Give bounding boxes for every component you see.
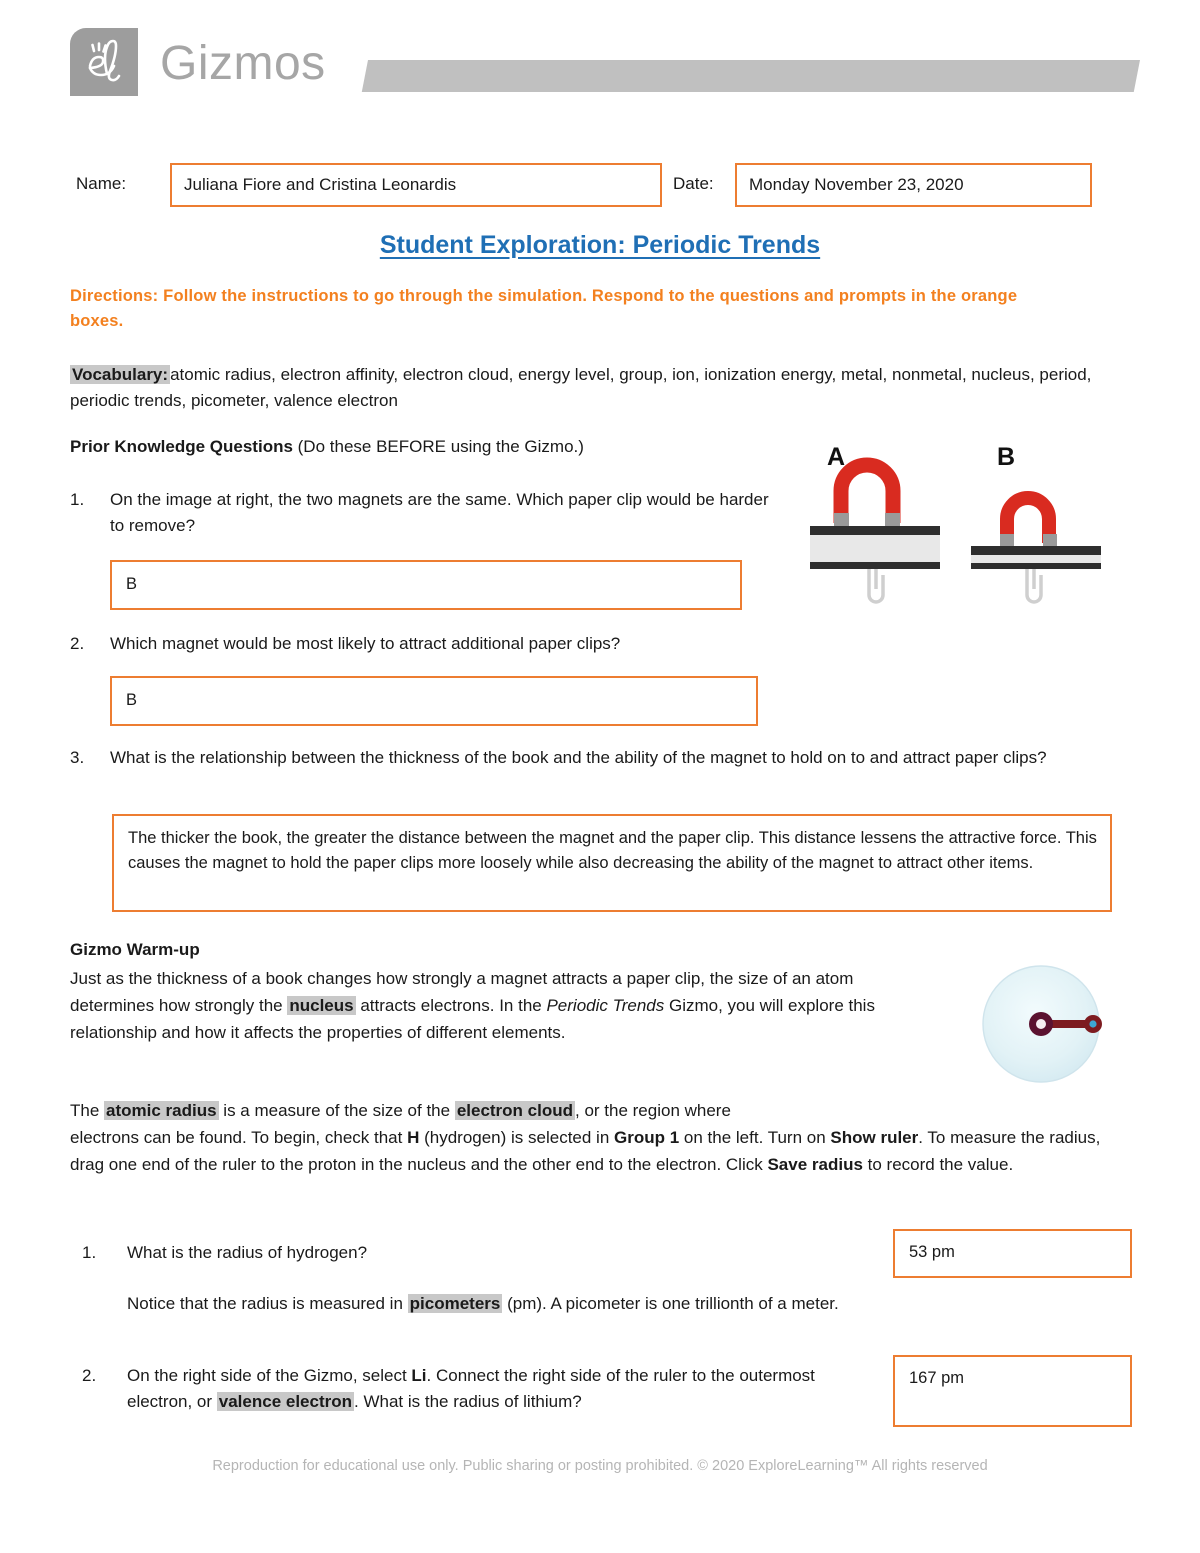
gizmo-answer-1-box[interactable]: 53 pm <box>893 1229 1132 1278</box>
prior-question-1 <box>70 487 770 538</box>
gizmo-warmup-heading: Gizmo Warm-up <box>70 940 200 959</box>
prior-question-1-text: On the image at right, the two magnets are the same. Which paper clip would be harder to remove? <box>110 490 769 535</box>
gq2-text-a: On the right side of the Gizmo, select <box>127 1366 412 1385</box>
radius-bold-h: H <box>407 1127 420 1147</box>
radius-text-s8: to record the value. <box>862 1154 1014 1174</box>
radius-term-atomic-radius: atomic radius <box>106 1101 217 1120</box>
gizmo-question-1-number: 1. <box>82 1243 97 1262</box>
gq2-text-b: . Connect the right side of the ruler to the outermost electron, or <box>127 1366 815 1411</box>
prior-question-2-text: Which magnet would be most likely to attract additional paper clips? <box>110 634 621 653</box>
warmup-text-b: attracts electrons. In the <box>355 995 547 1015</box>
note-term-picometers: picometers <box>409 1294 501 1313</box>
gizmo-question-1-text: What is the radius of hydrogen? <box>127 1243 368 1262</box>
radius-bold-save-radius: Save radius <box>767 1154 863 1174</box>
warmup-text-a: Just as the thickness of a book changes how strongly a magnet attracts a paper clip, the size of an atom determines how strongly the <box>70 969 854 1015</box>
atom-electron-cloud-figure <box>975 958 1115 1093</box>
gq2-text-c: . What is the radius of lithium? <box>354 1391 582 1411</box>
header-banner-bar <box>362 60 1140 92</box>
prior-question-2-number: 2. <box>70 634 85 653</box>
radius-text-s5: (hydrogen) is selected in <box>419 1127 615 1147</box>
vocabulary-paragraph <box>70 362 1125 415</box>
note-text-b: (pm). A picometer is one trillionth of a meter. <box>502 1294 839 1313</box>
radius-text-s6: on the left. Turn on <box>679 1127 831 1147</box>
name-date-row <box>70 163 1092 209</box>
directions-text: Directions: Follow the instructions to go through the simulation. Respond to the questions and prompts in the orange boxes. <box>70 287 1018 330</box>
warmup-text-c: Gizmo, you will explore this relationship and how it affects the properties of different elements. <box>70 995 875 1042</box>
prior-knowledge-heading-rest: (Do these BEFORE using the Gizmo.) <box>292 437 584 456</box>
gizmo-question-2-text <box>127 1363 882 1414</box>
brand-wordmark: Gizmos <box>160 37 326 90</box>
atomic-radius-line-1 <box>70 1098 910 1125</box>
prior-question-3-number: 3. <box>70 748 85 767</box>
gq2-term-valence-electron: valence electron <box>218 1391 353 1411</box>
warmup-term-nucleus: nucleus <box>289 995 354 1015</box>
gizmo-question-2 <box>82 1363 882 1414</box>
radius-bold-show-ruler: Show ruler <box>830 1127 919 1147</box>
gizmo-question-2-number: 2. <box>82 1366 97 1385</box>
radius-bold-group1: Group 1 <box>614 1127 680 1147</box>
gizmo-answer-2-box[interactable]: 167 pm <box>893 1355 1132 1427</box>
svg-text:A: A <box>827 443 846 471</box>
gizmo-warmup-paragraph <box>70 966 935 1047</box>
page-header <box>0 0 1200 140</box>
radius-term-electron-cloud: electron cloud <box>456 1101 573 1120</box>
gizmo-question-1 <box>82 1240 872 1266</box>
prior-question-3-text: What is the relationship between the thickness of the book and the ability of the magnet to hold on to and attract paper clips? <box>110 748 1047 767</box>
prior-knowledge-heading-bold: Prior Knowledge Questions <box>70 437 293 456</box>
note-text-a: Notice that the radius is measured in <box>127 1294 408 1313</box>
date-field[interactable]: Monday November 23, 2020 <box>735 163 1092 207</box>
radius-text-s4: electrons can be found. To begin, check that <box>70 1127 408 1147</box>
picometer-note <box>127 1291 897 1317</box>
radius-text-s1: The <box>70 1101 105 1120</box>
name-field[interactable]: Juliana Fiore and Cristina Leonardis <box>170 163 662 207</box>
name-label: Name: <box>76 174 127 193</box>
radius-text-s2: is a measure of the size of the <box>218 1101 455 1120</box>
prior-answer-1-box[interactable]: B <box>110 560 742 610</box>
page-footer: Reproduction for educational use only. Public sharing or posting prohibited. © 2020 ExploreLearning™ All rights reserved <box>212 1458 988 1474</box>
gq2-bold-li: Li <box>411 1366 427 1385</box>
magnets-and-books-figure <box>805 437 1130 609</box>
atomic-radius-paragraph <box>70 1098 1128 1179</box>
svg-text:B: B <box>997 443 1016 471</box>
prior-knowledge-heading <box>70 437 584 457</box>
warmup-gizmo-name: Periodic Trends <box>546 995 665 1015</box>
prior-question-1-number: 1. <box>70 490 85 509</box>
radius-text-s3: , or the region where <box>575 1101 731 1120</box>
vocabulary-terms: atomic radius, electron affinity, electron cloud, energy level, group, ion, ionization energy, metal, nonmetal, nucleus, period, periodic trends, picometer, valence electron <box>70 365 1092 411</box>
explorelearning-logo-icon <box>70 28 138 96</box>
prior-answer-2-box[interactable]: B <box>110 676 758 726</box>
prior-answer-3-box[interactable]: The thicker the book, the greater the distance between the magnet and the paper clip. This distance lessens the attractive force. This causes the magnet to hold the paper clips more loosely while also decreasing the ability of the magnet to attract other items. <box>112 814 1112 912</box>
page-title: Student Exploration: Periodic Trends <box>379 231 821 259</box>
date-label: Date: <box>673 174 714 193</box>
radius-text-s7: . To measure the radius, drag one end of the ruler to the proton in the nucleus and the other end to the electron. Click <box>70 1127 1101 1174</box>
vocabulary-label: Vocabulary: <box>72 365 169 384</box>
prior-question-2 <box>70 631 830 657</box>
prior-question-3 <box>70 745 1120 771</box>
